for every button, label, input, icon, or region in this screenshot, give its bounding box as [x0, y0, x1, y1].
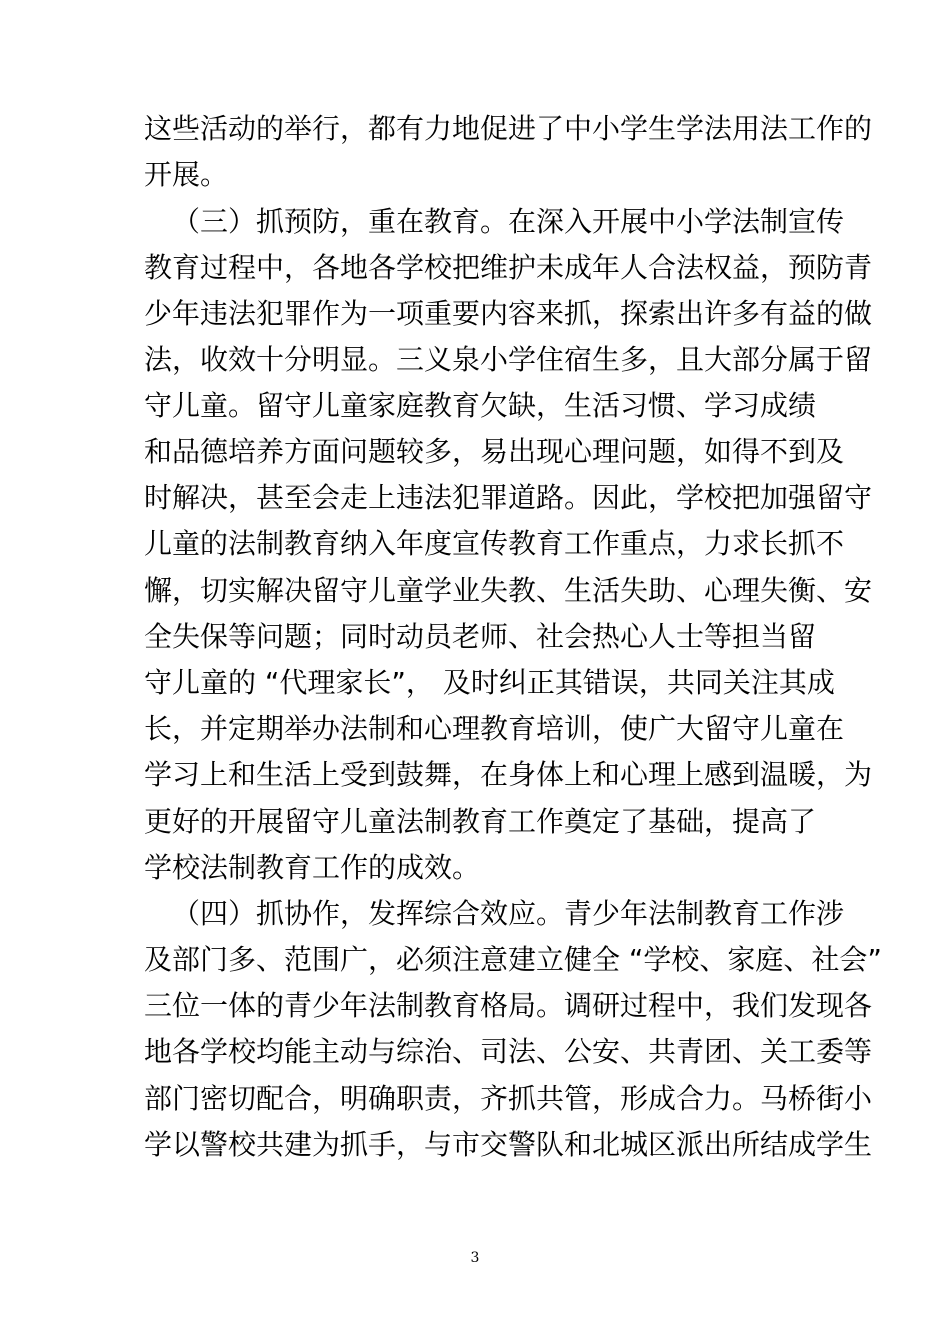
text-line: 学以警校共建为抓手，与市交警队和北城区派出所结成学生: [144, 1128, 873, 1161]
text-line: 这些活动的举行，都有力地促进了中小学生学法用法工作的: [144, 112, 873, 145]
text-line: 学校法制教育工作的成效。: [144, 851, 481, 884]
text-line: 部门密切配合，明确职责，齐抓共管，形成合力。马桥街小: [144, 1082, 873, 1115]
text-line: 学习上和生活上受到鼓舞，在身体上和心理上感到温暖，为: [144, 758, 873, 791]
text-line: 长，并定期举办法制和心理教育培训，使广大留守儿童在: [144, 712, 845, 745]
page-number: 3: [470, 1250, 480, 1266]
text-line: 地各学校均能主动与综治、司法、公安、共青团、关工委等: [144, 1035, 873, 1068]
text-line: 和品德培养方面问题较多，易出现心理问题，如得不到及: [144, 435, 845, 468]
text-line: 守儿童的 “代理家长”， 及时纠正其错误，共同关注其成: [144, 666, 835, 699]
text-line: 时解决，甚至会走上违法犯罪道路。因此，学校把加强留守: [144, 481, 873, 514]
text-line: 及部门多、范围广，必须注意建立健全 “学校、家庭、社会”: [144, 943, 882, 976]
text-line: （三）抓预防，重在教育。在深入开展中小学法制宣传: [172, 205, 845, 238]
text-line: 懈，切实解决留守儿童学业失教、生活失助、心理失衡、安: [144, 574, 873, 607]
text-line: 全失保等问题；同时动员老师、社会热心人士等担当留: [144, 620, 817, 653]
text-line: 少年违法犯罪作为一项重要内容来抓，探索出许多有益的做: [144, 297, 873, 330]
text-line: 守儿童。留守儿童家庭教育欠缺，生活习惯、学习成绩: [144, 389, 817, 422]
text-line: （四）抓协作，发挥综合效应。青少年法制教育工作涉: [172, 897, 845, 930]
text-line: 教育过程中，各地各学校把维护未成年人合法权益，预防青: [144, 251, 873, 284]
text-line: 三位一体的青少年法制教育格局。调研过程中，我们发现各: [144, 989, 873, 1022]
text-line: 法，收效十分明显。三义泉小学住宿生多，且大部分属于留: [144, 343, 873, 376]
text-line: 开展。: [144, 158, 229, 191]
text-line: 更好的开展留守儿童法制教育工作奠定了基础，提高了: [144, 805, 817, 838]
text-line: 儿童的法制教育纳入年度宣传教育工作重点，力求长抓不: [144, 527, 845, 560]
